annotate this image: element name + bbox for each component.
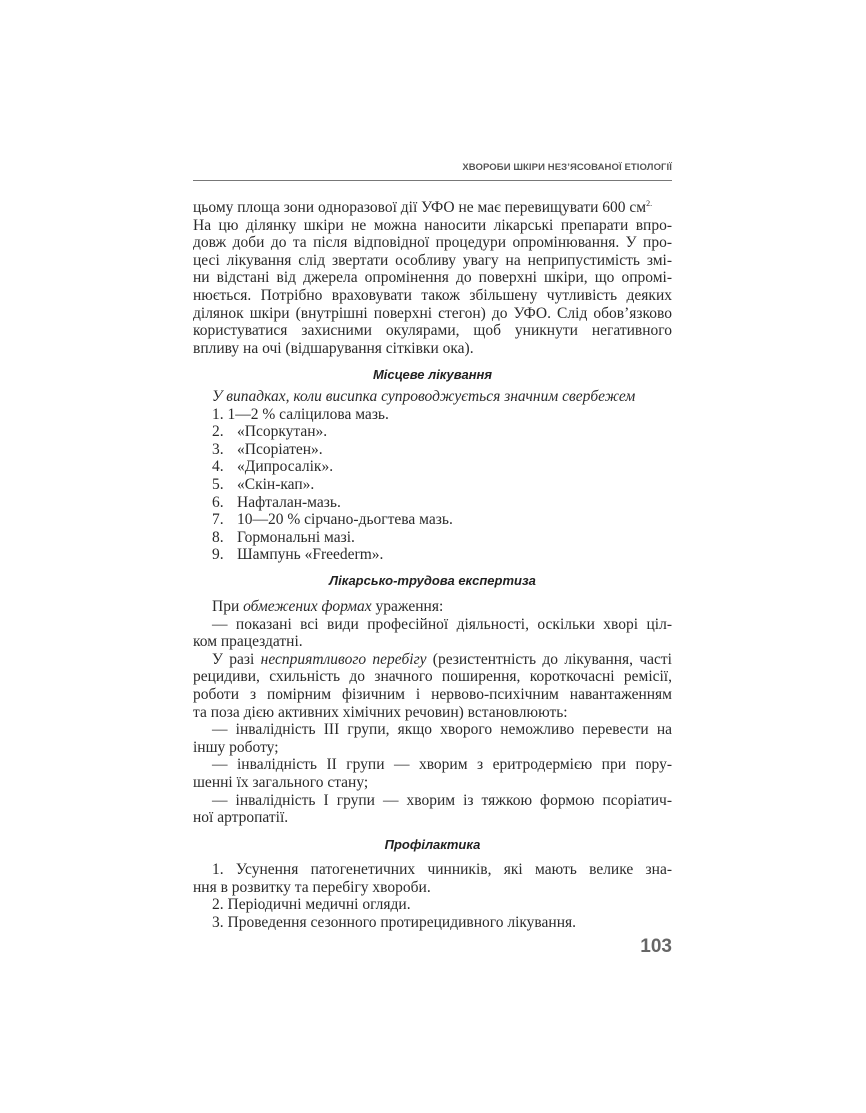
list-item [193, 529, 672, 547]
item-text: «Скін-кап». [237, 475, 315, 493]
item-text: Шампунь «Freederm». [237, 546, 384, 564]
item-text: «Дипросалік». [237, 458, 334, 476]
text-line: — інвалідність II групи — хворим з еритродермією при пору- [212, 756, 672, 774]
text-line: роботи з помірним фізичним і нервово-психічним навантаженням [193, 685, 672, 703]
list-item: 1. Усунення патогенетичних чинників, які мають велике зна- [212, 861, 672, 878]
item-text: Нафталан-мазь. [237, 493, 341, 511]
text-line: — показані всі види професійної діяльності, оскільки хворі ціл- [212, 615, 672, 633]
list-item [193, 458, 672, 476]
item-number: 6. [212, 493, 224, 511]
italic-text: обмежених формах [243, 598, 372, 615]
text-line: ком працездатні. [193, 633, 303, 651]
section-heading: Лікарсько-трудова експертиза [329, 573, 536, 588]
italic-text: несприятливого перебігу [260, 650, 427, 668]
intro-paragraph [193, 199, 672, 357]
list-item [193, 423, 672, 441]
section-expertise [193, 572, 672, 827]
text-line: — інвалідність III групи, якщо хворого неможливо перевести на [212, 721, 672, 739]
item-number: 2. [212, 423, 224, 441]
text-line: впливу на очі (відшарування сітківки ока). [193, 339, 474, 357]
list-item: 2. Періодичні медичні огляди. [212, 896, 411, 914]
subheading [193, 388, 672, 406]
text-line: довж доби до та після відповідної процедури опромінювання. У про- [193, 234, 672, 252]
text: ураження: [371, 598, 444, 615]
text-line: ної артропатії. [193, 809, 289, 827]
text-line: користуватися захисними окулярами, щоб уникнути негативного [193, 322, 672, 340]
text-line: ння в розвитку та перебігу хвороби. [193, 878, 431, 896]
list-item: 3. Проведення сезонного протирецидивного лікування. [212, 913, 577, 931]
item-text: «Псоріатен». [237, 440, 323, 458]
page-number: 103 [640, 936, 672, 957]
item-number: 8. [212, 528, 224, 546]
header-rule [193, 180, 672, 181]
list-item [193, 511, 672, 529]
text-line: — інвалідність I групи — хворим із тяжкою формою псоріатич- [212, 791, 672, 809]
book-page [193, 0, 672, 1113]
section-heading: Місцеве лікування [372, 367, 493, 382]
list-item [193, 441, 672, 459]
text-line [193, 598, 672, 616]
text: цьому площа зони одноразової дії УФО не має перевищувати 600 см [193, 199, 647, 216]
text-line [193, 651, 672, 669]
text: При [212, 598, 244, 615]
text: У разі [212, 650, 261, 668]
text-line: ділянок шкіри (внутрішні поверхні стегон) до УФО. Слід обов’язково [193, 304, 672, 322]
item-text: «Псоркутан». [237, 423, 328, 441]
running-header: ХВОРОБИ ШКІРИ НЕЗ’ЯСОВАНОЇ ЕТІОЛОГІЇ [462, 162, 672, 173]
item-number: 7. [212, 511, 224, 529]
text-line: та поза дією активних хімічних речовин) встановлюють: [193, 703, 568, 721]
text-line: нюється. Потрібно враховувати також збільшену чутливість деяких [193, 286, 672, 304]
list-item [193, 476, 672, 494]
item-number: 3. [212, 440, 224, 458]
item-number: 5. [212, 475, 224, 493]
item-number: 9. [212, 546, 224, 564]
text-line [193, 199, 672, 217]
superscript: 2. [646, 198, 653, 208]
item-text: 10—20 % сірчано-дьогтева мазь. [237, 511, 453, 529]
text-line: шенні їх загального стану; [193, 773, 369, 791]
item-number: 4. [212, 458, 224, 476]
text-line: ни відстані від джерела опромінення до поверхні шкіри, що опромі- [193, 269, 672, 287]
item-text: 1—2 % саліцилова мазь. [227, 405, 389, 423]
text-line: рецидиви, схильність до значного поширення, короткочасні ремісії, [193, 668, 672, 686]
text-line: іншу роботу; [193, 738, 279, 756]
item-number: 1. [212, 405, 224, 423]
list-item [193, 406, 672, 424]
list-item [193, 546, 672, 564]
italic-text: У випадках, коли висипка супроводжується значним свербежем [212, 388, 636, 405]
list-item [193, 494, 672, 512]
section-heading: Профілактика [384, 837, 481, 852]
section-local-treatment [193, 366, 672, 564]
section-prevention [193, 836, 672, 931]
text-line: цесі лікування слід звертати особливу увагу на неприпустимість змі- [193, 251, 672, 269]
item-text: Гормональні мазі. [237, 528, 355, 546]
text: (резистентність до лікування, часті [426, 650, 672, 668]
text-line: На цю ділянку шкіри не можна наносити лікарські препарати впро- [193, 216, 672, 234]
